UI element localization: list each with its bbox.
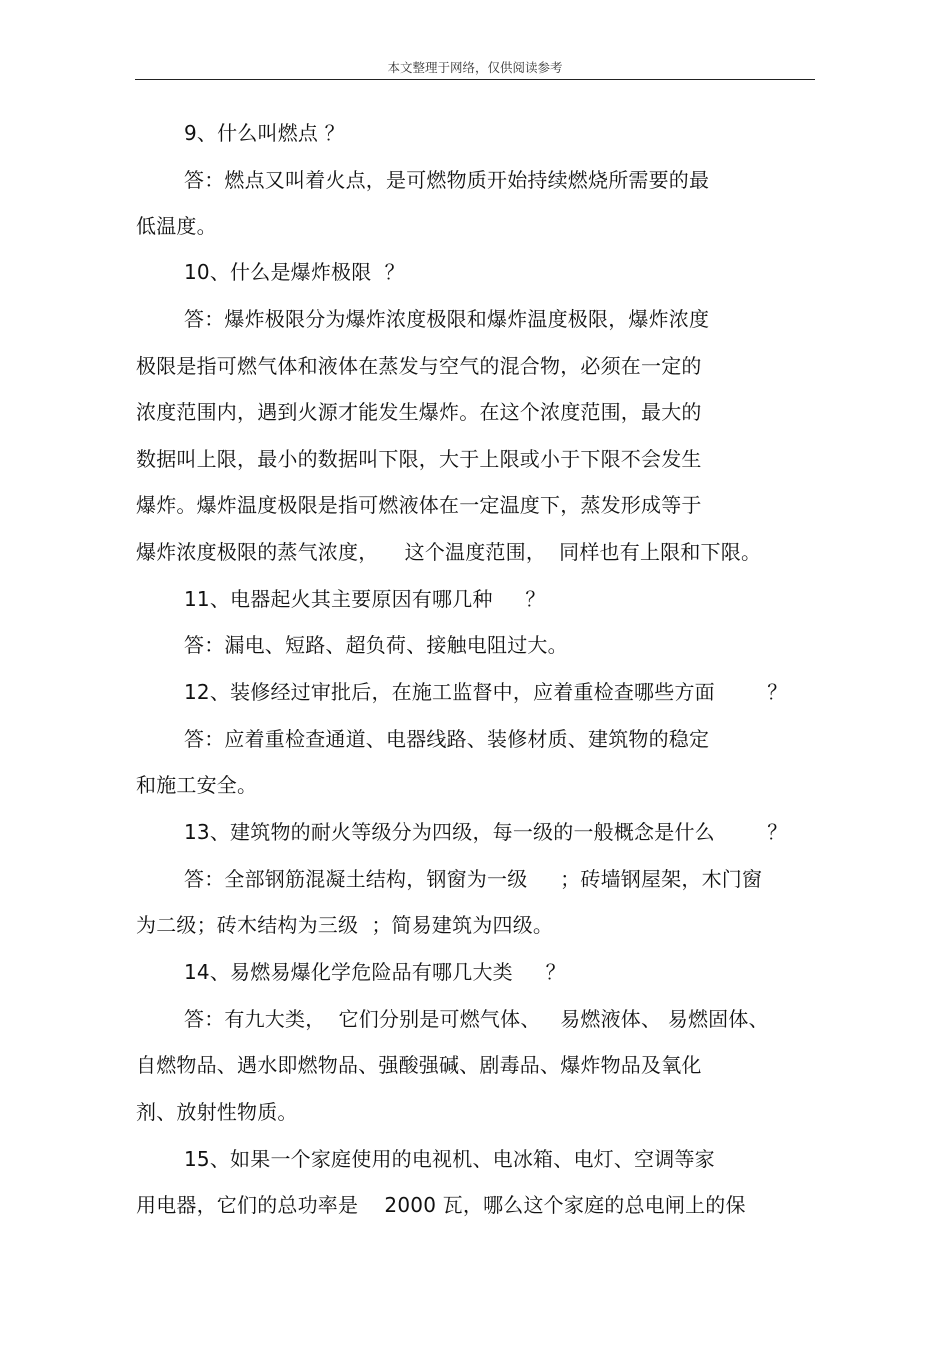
question-10: 10、什么是爆炸极限 ？ <box>184 260 405 284</box>
answer-10-line-4: 数据叫上限，最小的数据叫下限，大于上限或小于下限不会发生 <box>136 447 702 471</box>
answer-11: 答：漏电、短路、超负荷、接触电阻过大。 <box>184 633 568 657</box>
answer-12-line-1: 答：应着重检查通道、电器线路、装修材质、建筑物的稳定 <box>184 727 710 751</box>
question-12: 12、装修经过审批后，在施工监督中，应着重检查哪些方面 ？ <box>184 680 788 704</box>
answer-14-line-1: 答：有九大类， 它们分别是可燃气体、 易燃液体、 易燃固体、 <box>184 1007 769 1031</box>
answer-10-line-6: 爆炸浓度极限的蒸气浓度， 这个温度范围， 同样也有上限和下限。 <box>136 540 762 564</box>
answer-9-line-2: 低温度。 <box>136 214 217 238</box>
answer-14-line-2: 自燃物品、遇水即燃物品、强酸强碱、剧毒品、爆炸物品及氧化 <box>136 1053 702 1077</box>
answer-10-line-3: 浓度范围内，遇到火源才能发生爆炸。在这个浓度范围，最大的 <box>136 400 702 424</box>
page-header: 本文整理于网络，仅供阅读参考 <box>387 60 563 75</box>
question-11: 11、电器起火其主要原因有哪几种 ？ <box>184 587 546 611</box>
header-rule <box>135 79 815 80</box>
answer-13-line-2: 为二级；砖木结构为三级 ；简易建筑为四级。 <box>136 913 554 937</box>
question-14: 14、易燃易爆化学危险品有哪几大类 ？ <box>184 960 566 984</box>
answer-12-line-2: 和施工安全。 <box>136 773 258 797</box>
answer-13-line-1: 答：全部钢筋混凝土结构，钢窗为一级 ；砖墙钢屋架，木门窗 <box>184 867 763 891</box>
answer-9-line-1: 答：燃点又叫着火点，是可燃物质开始持续燃烧所需要的最 <box>184 168 710 192</box>
question-9: 9、什么叫燃点 ？ <box>184 121 345 145</box>
question-15-line-2: 用电器，它们的总功率是 2000 瓦，哪么这个家庭的总电闸上的保 <box>136 1193 746 1217</box>
question-13: 13、建筑物的耐火等级分为四级，每一级的一般概念是什么 ？ <box>184 820 788 844</box>
answer-14-line-3: 剂、放射性物质。 <box>136 1100 298 1124</box>
answer-10-line-2: 极限是指可燃气体和液体在蒸发与空气的混合物，必须在一定的 <box>136 354 702 378</box>
answer-10-line-5: 爆炸。爆炸温度极限是指可燃液体在一定温度下，蒸发形成等于 <box>136 493 702 517</box>
answer-10-line-1: 答：爆炸极限分为爆炸浓度极限和爆炸温度极限，爆炸浓度 <box>184 307 710 331</box>
question-15-line-1: 15、如果一个家庭使用的电视机、电冰箱、电灯、空调等家 <box>184 1147 715 1171</box>
